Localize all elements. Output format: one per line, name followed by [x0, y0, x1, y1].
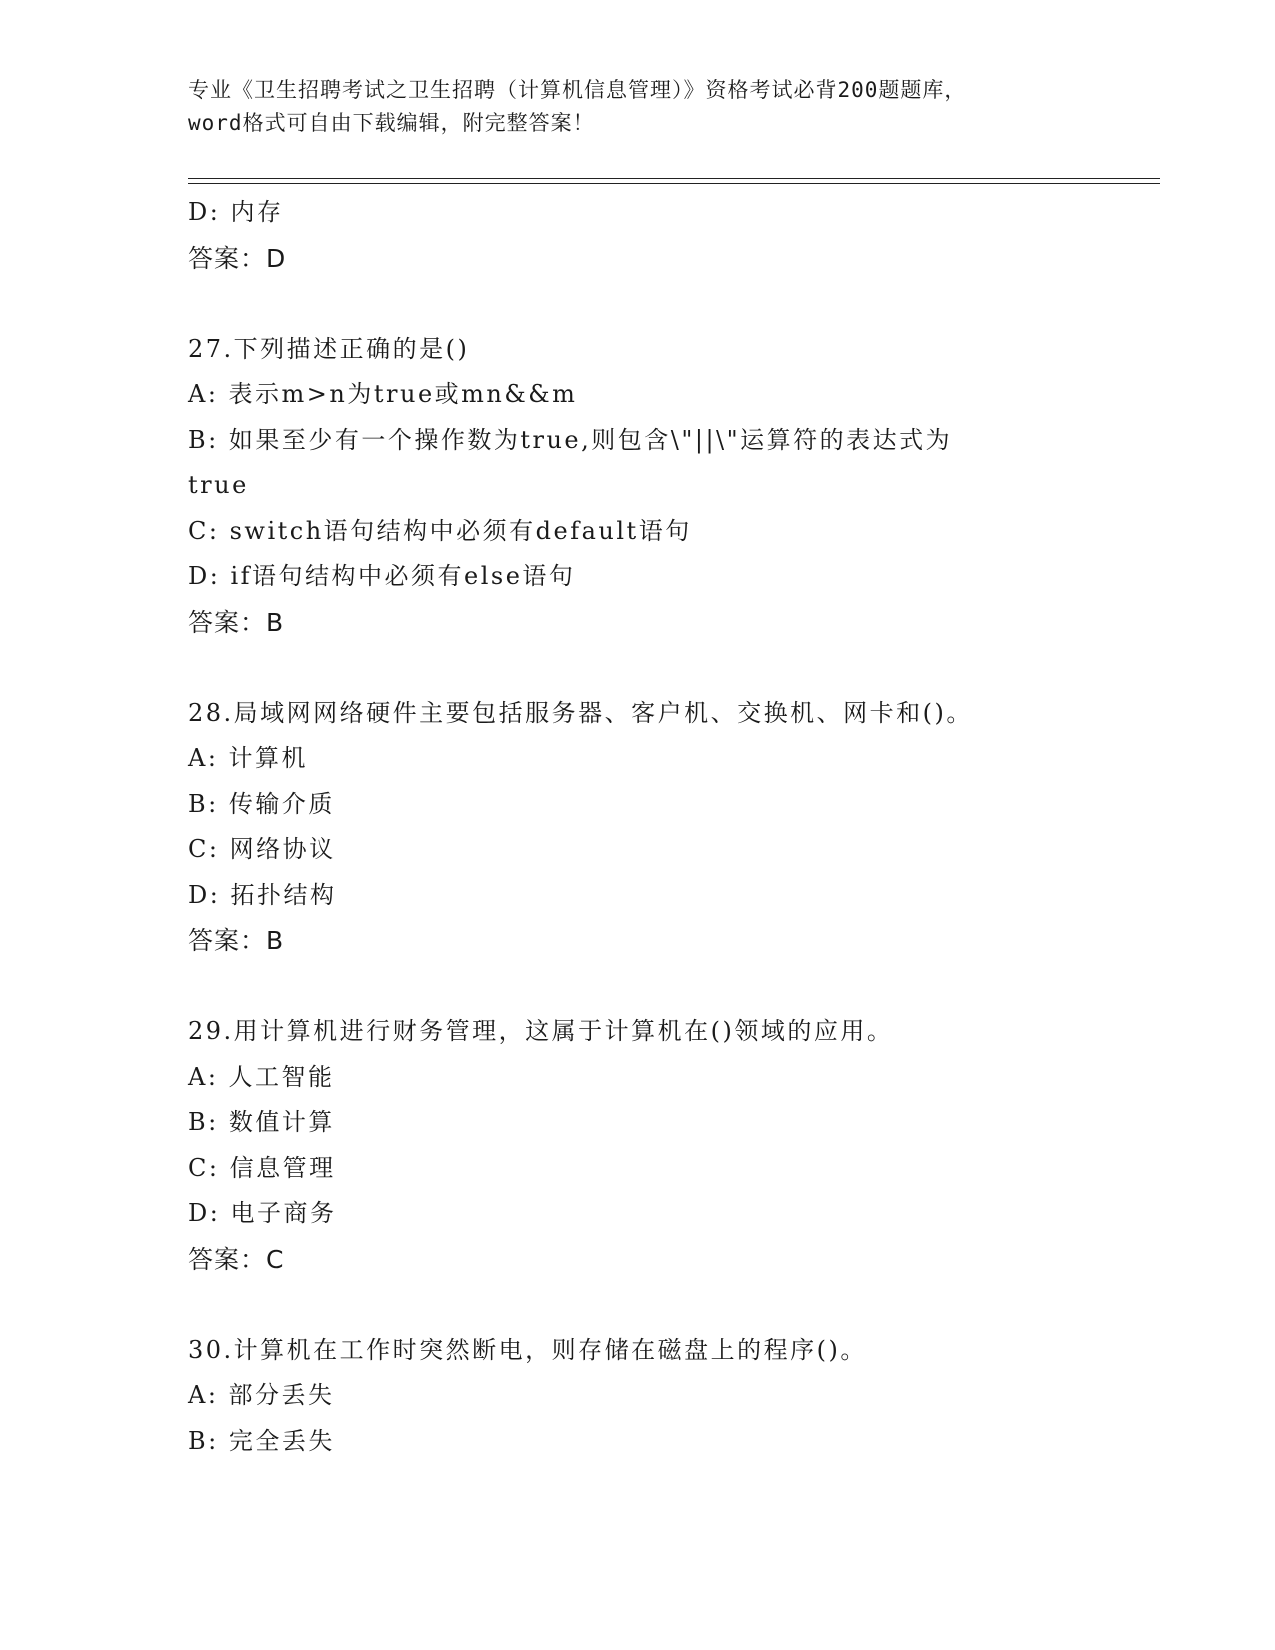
- option-b: B: 完全丢失: [188, 1426, 335, 1455]
- option-b: B: 数值计算: [188, 1108, 335, 1136]
- spacer: [188, 1282, 1148, 1328]
- question-stem: 29.用计算机进行财务管理，这属于计算机在()领域的应用。: [188, 1017, 894, 1045]
- header-divider-top: [188, 178, 1160, 179]
- header-divider-bottom: [188, 183, 1160, 184]
- previous-question-tail: [188, 190, 1148, 281]
- document-header: [188, 74, 1088, 140]
- option-c: C: 网络协议: [188, 835, 336, 863]
- option-d: D: 拓扑结构: [188, 880, 337, 909]
- option-b-continuation: true: [188, 471, 249, 499]
- question-27: [188, 327, 1148, 646]
- question-stem: 27.下列描述正确的是(): [188, 334, 470, 363]
- answer-line: 答案：B: [188, 607, 285, 637]
- header-title-line-2: word格式可自由下载编辑，附完整答案！: [188, 111, 595, 135]
- option-a: A: 部分丢失: [188, 1381, 335, 1409]
- header-title-line-1: 专业《卫生招聘考试之卫生招聘（计算机信息管理）》资格考试必背200题题库，: [188, 78, 967, 102]
- answer-line: 答案：C: [188, 1244, 285, 1274]
- option-a: A: 计算机: [188, 744, 309, 772]
- question-stem: 28.局域网网络硬件主要包括服务器、客户机、交换机、网卡和()。: [188, 698, 973, 727]
- spacer: [188, 964, 1148, 1010]
- option-a: A: 人工智能: [188, 1062, 335, 1091]
- option-d: D: 电子商务: [188, 1199, 337, 1227]
- answer-line: 答案：B: [188, 926, 285, 955]
- option-b: B: 如果至少有一个操作数为true,则包含\"||\"运算符的表达式为: [188, 425, 953, 454]
- question-28: [188, 691, 1148, 964]
- option-d: D: if语句结构中必须有else语句: [188, 562, 576, 590]
- question-29: [188, 1009, 1148, 1282]
- spacer: [188, 281, 1148, 327]
- option-d: D: 内存: [188, 198, 284, 226]
- question-30: [188, 1328, 1148, 1465]
- option-c: C: switch语句结构中必须有default语句: [188, 516, 692, 545]
- option-c: C: 信息管理: [188, 1153, 336, 1182]
- spacer: [188, 645, 1148, 691]
- question-stem: 30.计算机在工作时突然断电，则存储在磁盘上的程序()。: [188, 1335, 867, 1364]
- question-list: [188, 190, 1148, 1464]
- option-b: B: 传输介质: [188, 789, 335, 818]
- option-a: A: 表示m>n为true或mn&&m: [188, 380, 578, 408]
- answer-line: 答案：D: [188, 243, 287, 273]
